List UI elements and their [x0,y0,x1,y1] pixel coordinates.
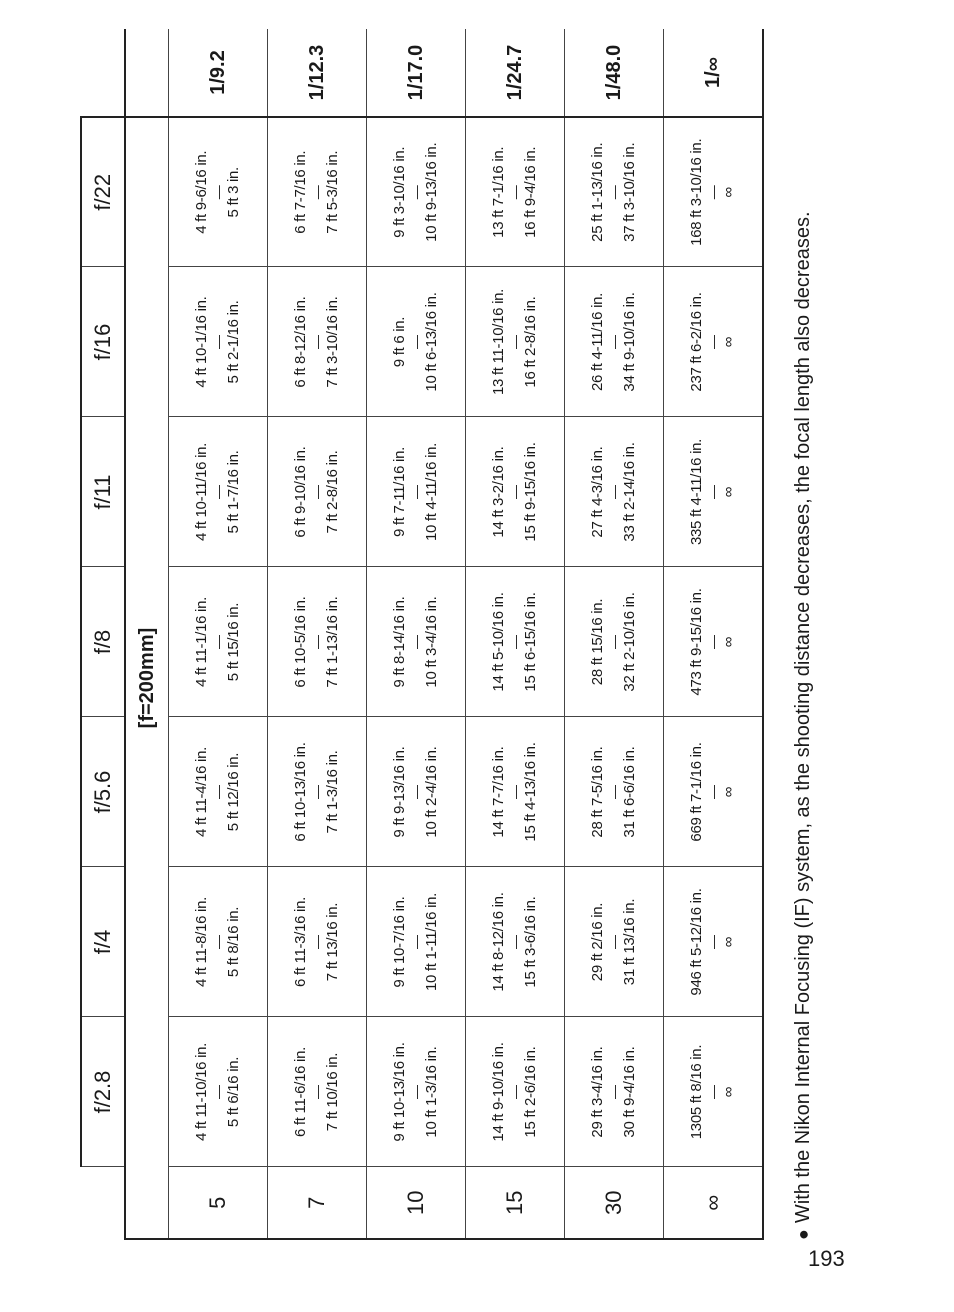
dof-range-cell [565,417,664,567]
footnote [790,100,816,1240]
near-limit: 14 ft 5-10/16 in. [490,592,507,692]
far-limit: 7 ft 3-10/16 in. [324,296,341,388]
range-dash: — [408,1085,424,1099]
near-limit: 6 ft 11-6/16 in. [292,1047,309,1137]
dof-range-cell [268,717,367,867]
far-limit: 10 ft 9-13/16 in. [423,142,440,242]
range-dash: — [309,185,325,200]
range-dash: — [210,635,226,649]
near-limit: 168 ft 3-10/16 in. [688,138,705,246]
near-limit: 27 ft 4-3/16 in. [589,446,606,538]
dof-range-cell [169,417,268,567]
range-dash: — [606,785,622,799]
dof-range-cell [664,717,764,867]
far-limit: 10 ft 2-4/16 in. [423,746,440,838]
near-limit: 9 ft 8-14/16 in. [391,596,408,688]
dof-range-cell [664,267,764,417]
far-limit: 5 ft 6/16 in. [225,1056,242,1128]
range-dash: — [507,635,523,649]
dof-range-cell [268,567,367,717]
range-dash: — [705,185,721,200]
reproduction-ratio-cell: 1/12.3 [268,29,367,117]
distance-cell: 7 [268,1167,367,1239]
near-limit: 1305 ft 8/16 in. [688,1044,705,1140]
near-limit: 4 ft 10-1/16 in. [193,296,210,388]
range-dash: — [309,635,325,649]
far-limit: ∞ [720,187,737,198]
dof-range-cell [169,717,268,867]
dof-range-cell [268,417,367,567]
page-number: 193 [808,1246,845,1271]
near-limit: 28 ft 7-5/16 in. [589,746,606,838]
far-limit: 5 ft 3 in. [225,167,242,218]
near-limit: 9 ft 6 in. [391,316,408,368]
dof-range-cell [268,1017,367,1167]
dof-range-cell [367,717,466,867]
dof-range-cell [169,867,268,1017]
near-limit: 9 ft 7-11/16 in. [391,447,408,537]
aperture-header: f/11 [81,417,125,567]
far-limit: 7 ft 2-8/16 in. [324,450,341,534]
far-limit: ∞ [720,786,737,798]
range-dash: — [309,485,325,499]
range-dash: — [210,785,226,799]
far-limit: 30 ft 9-4/16 in. [621,1046,638,1138]
range-dash: — [408,335,424,349]
range-dash: — [606,485,622,499]
far-limit: 5 ft 1-7/16 in. [225,450,242,534]
near-limit: 4 ft 11-4/16 in. [193,747,210,837]
near-limit: 4 ft 9-6/16 in. [193,150,210,234]
dof-range-cell [169,117,268,267]
header-corner [81,1167,125,1239]
reproduction-ratio-cell: 1/9.2 [169,29,268,117]
range-dash: — [210,935,226,949]
range-dash: — [507,335,523,349]
dof-range-cell [565,117,664,267]
near-limit: 9 ft 3-10/16 in. [391,146,408,238]
dof-range-cell [466,417,565,567]
far-limit: 15 ft 2-6/16 in. [522,1046,539,1138]
near-limit: 4 ft 10-11/16 in. [193,442,210,542]
range-dash: — [507,1085,523,1099]
footnote-text: With the Nikon Internal Focusing (IF) system, as the shooting distance decreases, the focal length also decreases. [792,211,814,1224]
far-limit: 15 ft 3-6/16 in. [522,896,539,988]
ratio-header-blank [81,29,125,117]
far-limit: ∞ [720,636,737,648]
range-dash: — [210,185,226,200]
aperture-header: f/2.8 [81,1017,125,1167]
dof-range-cell [169,1017,268,1167]
dof-range-cell [565,717,664,867]
dof-range-cell [565,567,664,717]
far-limit: 33 ft 2-14/16 in. [621,442,638,542]
table-row [367,29,466,1239]
range-dash: — [705,1085,721,1099]
far-limit: 10 ft 1-11/16 in. [423,892,440,992]
near-limit: 6 ft 10-13/16 in. [292,742,309,842]
range-dash: — [408,935,424,949]
near-limit: 6 ft 7-7/16 in. [292,150,309,234]
near-limit: 237 ft 6-2/16 in. [688,292,705,392]
depth-of-field-table [80,29,764,1240]
range-dash: — [408,785,424,799]
dof-range-cell [367,417,466,567]
far-limit: 32 ft 2-10/16 in. [621,592,638,692]
far-limit: 16 ft 2-8/16 in. [522,296,539,388]
near-limit: 4 ft 11-1/16 in. [193,597,210,687]
near-limit: 14 ft 9-10/16 in. [490,1042,507,1142]
far-limit: 10 ft 6-13/16 in. [423,292,440,392]
range-dash: — [606,335,622,349]
far-limit: 5 ft 12/16 in. [225,752,242,832]
dof-range-cell [565,1017,664,1167]
dof-range-cell [565,867,664,1017]
range-dash: — [408,485,424,499]
range-dash: — [210,335,226,349]
range-dash: — [507,935,523,949]
distance-cell: ∞ [664,1167,764,1239]
dof-range-cell [268,867,367,1017]
range-dash: — [606,185,622,200]
focal-length-row [125,29,169,1239]
near-limit: 6 ft 11-3/16 in. [292,897,309,987]
far-limit: 10 ft 3-4/16 in. [423,596,440,688]
far-limit: 15 ft 6-15/16 in. [522,592,539,692]
reproduction-ratio-cell: 1/17.0 [367,29,466,117]
far-limit: 5 ft 15/16 in. [225,602,242,682]
dof-range-cell [664,867,764,1017]
range-dash: — [606,635,622,649]
far-limit: 7 ft 1-3/16 in. [324,750,341,834]
table-row [466,29,565,1239]
dof-range-cell [664,1017,764,1167]
range-dash: — [705,935,721,949]
dof-range-cell [466,117,565,267]
near-limit: 14 ft 7-7/16 in. [490,746,507,838]
dof-range-cell [466,1017,565,1167]
distance-cell: 30 [565,1167,664,1239]
range-dash: — [309,935,325,949]
range-dash: — [705,335,721,349]
far-limit: 15 ft 9-15/16 in. [522,442,539,542]
range-dash: — [507,185,523,200]
near-limit: 335 ft 4-11/16 in. [688,438,705,546]
distance-cell: 15 [466,1167,565,1239]
near-limit: 946 ft 5-12/16 in. [688,888,705,996]
far-limit: ∞ [720,486,737,498]
aperture-header: f/4 [81,867,125,1017]
far-limit: ∞ [720,1086,737,1098]
far-limit: 31 ft 13/16 in. [621,898,638,986]
dof-range-cell [466,267,565,417]
near-limit: 4 ft 11-10/16 in. [193,1042,210,1142]
focal-length-label: [f=200mm] [125,117,169,1239]
dof-range-cell [367,867,466,1017]
far-limit: 7 ft 13/16 in. [324,902,341,982]
far-limit: 5 ft 8/16 in. [225,906,242,978]
near-limit: 9 ft 10-7/16 in. [391,896,408,988]
near-limit: 669 ft 7-1/16 in. [688,742,705,842]
dof-range-cell [565,267,664,417]
distance-cell: 5 [169,1167,268,1239]
near-limit: 473 ft 9-15/16 in. [688,588,705,696]
reproduction-ratio-cell: 1/48.0 [565,29,664,117]
range-dash: — [606,935,622,949]
ratio-spacer [125,29,169,117]
near-limit: 26 ft 4-11/16 in. [589,292,606,392]
range-dash: — [705,485,721,499]
aperture-header: f/5.6 [81,717,125,867]
dof-range-cell [268,267,367,417]
far-limit: 31 ft 6-6/16 in. [621,746,638,838]
near-limit: 6 ft 8-12/16 in. [292,296,309,388]
far-limit: 15 ft 4-13/16 in. [522,742,539,842]
dof-range-cell [268,117,367,267]
range-dash: — [210,1085,226,1099]
far-limit: 10 ft 4-11/16 in. [423,442,440,542]
near-limit: 13 ft 11-10/16 in. [490,288,507,396]
range-dash: — [408,635,424,649]
far-limit: 7 ft 5-3/16 in. [324,150,341,234]
dof-range-cell [466,717,565,867]
table-row [268,29,367,1239]
bullet-icon: ● [793,1229,813,1240]
table-row [169,29,268,1239]
near-limit: 6 ft 9-10/16 in. [292,446,309,538]
dof-range-cell [367,117,466,267]
aperture-header: f/8 [81,567,125,717]
dof-range-cell [466,567,565,717]
far-limit: 16 ft 9-4/16 in. [522,146,539,238]
far-limit: ∞ [720,936,737,948]
rotated-page [80,44,840,1240]
range-dash: — [507,485,523,499]
reproduction-ratio-cell: 1/24.7 [466,29,565,117]
aperture-header: f/22 [81,117,125,267]
far-limit: 7 ft 10/16 in. [324,1052,341,1132]
near-limit: 29 ft 3-4/16 in. [589,1046,606,1138]
range-dash: — [309,785,325,799]
range-dash: — [705,635,721,649]
far-limit: 5 ft 2-1/16 in. [225,300,242,384]
dof-range-cell [664,417,764,567]
near-limit: 25 ft 1-13/16 in. [589,142,606,242]
near-limit: 9 ft 9-13/16 in. [391,746,408,838]
table-row [565,29,664,1239]
table-row [664,29,764,1239]
range-dash: — [705,785,721,799]
near-limit: 14 ft 3-2/16 in. [490,446,507,538]
near-limit: 28 ft 15/16 in. [589,598,606,686]
near-limit: 14 ft 8-12/16 in. [490,892,507,992]
range-dash: — [309,335,325,349]
near-limit: 9 ft 10-13/16 in. [391,1042,408,1142]
near-limit: 13 ft 7-1/16 in. [490,146,507,238]
dof-range-cell [169,267,268,417]
near-limit: 29 ft 2/16 in. [589,902,606,982]
far-limit: 37 ft 3-10/16 in. [621,142,638,242]
dof-range-cell [664,567,764,717]
dof-range-cell [367,567,466,717]
dof-range-cell [367,267,466,417]
range-dash: — [309,1085,325,1099]
dof-range-cell [664,117,764,267]
dof-range-cell [169,567,268,717]
far-limit: ∞ [720,336,737,348]
aperture-header-row [81,29,125,1239]
dof-range-cell [466,867,565,1017]
range-dash: — [507,785,523,799]
reproduction-ratio-cell: 1/∞ [664,29,764,117]
aperture-header: f/16 [81,267,125,417]
range-dash: — [210,485,226,499]
near-limit: 6 ft 10-5/16 in. [292,596,309,688]
range-dash: — [408,185,424,200]
far-limit: 7 ft 1-13/16 in. [324,596,341,688]
far-limit: 10 ft 1-3/16 in. [423,1046,440,1138]
near-limit: 4 ft 11-8/16 in. [193,897,210,987]
far-limit: 34 ft 9-10/16 in. [621,292,638,392]
range-dash: — [606,1085,622,1099]
distance-cell: 10 [367,1167,466,1239]
dof-range-cell [367,1017,466,1167]
